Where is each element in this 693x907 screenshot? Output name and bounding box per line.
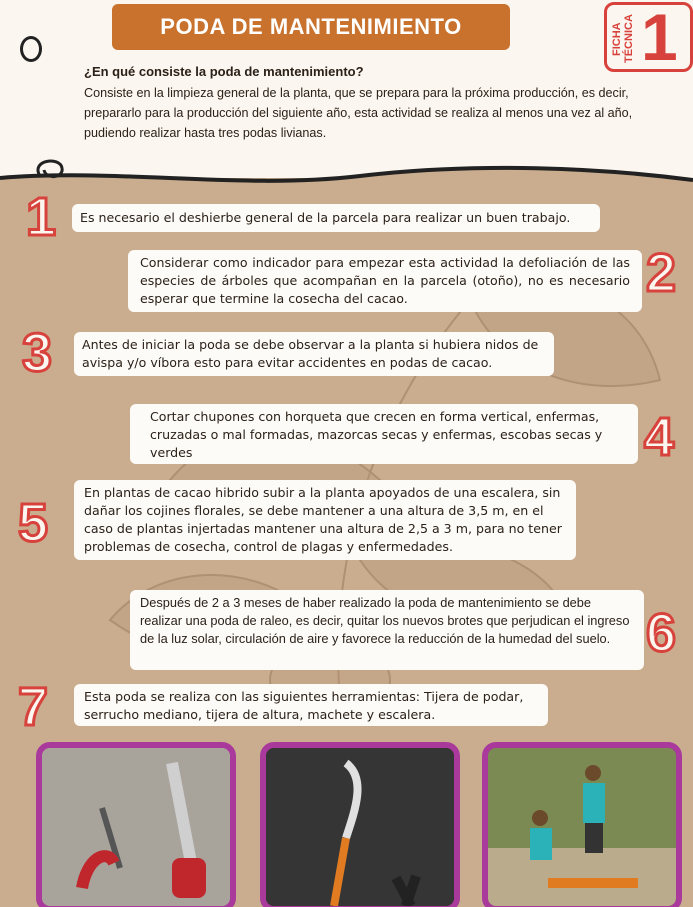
ficha-number: 1 <box>641 0 678 74</box>
ficha-tecnica-badge <box>604 2 693 72</box>
photo-pole-saw <box>260 742 460 907</box>
ficha-label: FICHA TÉCNICA <box>611 14 635 64</box>
step-number-5: 5 <box>18 493 49 553</box>
step-number-1: 1 <box>26 187 57 247</box>
step-text-3: Antes de iniciar la poda se debe observar a la planta si hubiera nidos de avispa y/o víbora esto para evitar accidentes en podas de cacao. <box>74 332 554 376</box>
step-text-2: Considerar como indicador para empezar esta actividad la defoliación de las especies de árboles que acompañan en la parcela (otoño), no es necesario esperar que termine la cosecha del cacao. <box>128 250 642 312</box>
step-number-4: 4 <box>644 407 675 467</box>
step-text-5: En plantas de cacao hibrido subir a la planta apoyados de una escalera, sin dañar los cojines florales, se debe mantener a una altura de 3,5 m, en el caso de plantas injertadas mantener una altura de 2,5 a 3 m, para no tener problemas de cosecha, control de plagas y enfermedades. <box>74 480 576 560</box>
photo-pruning-tools <box>36 742 236 907</box>
step-text-7: Esta poda se realiza con las siguientes herramientas: Tijera de podar, serrucho mediano, tijera de altura, machete y escalera. <box>74 684 548 726</box>
step-number-6: 6 <box>646 603 677 663</box>
step-number-2: 2 <box>646 243 677 303</box>
intro-answer: Consiste en la limpieza general de la planta, que se prepara para la próxima producción, es decir, prepararlo para la producción del siguiente año, esta actividad se realiza al menos una vez al año, pudiendo realizar hasta tres podas livianas. <box>84 86 633 140</box>
step-number-3: 3 <box>22 323 53 383</box>
step-text-1: Es necesario el deshierbe general de la parcela para realizar un buen trabajo. <box>72 204 600 232</box>
binder-hole-icon <box>20 36 42 62</box>
step-number-7: 7 <box>18 677 49 737</box>
step-text-6: Después de 2 a 3 meses de haber realizado la poda de mantenimiento se debe realizar una poda de raleo, es decir, quitar los nuevos brotes que perjudican el ingreso de la luz solar, circulación de aire y favorece la reducción de la humedad del suelo. <box>130 590 644 670</box>
photo-farmers-with-ladder <box>482 742 682 907</box>
intro-question: ¿En qué consiste la poda de mantenimiento? <box>84 64 364 79</box>
page-title: PODA DE MANTENIMIENTO <box>112 4 510 50</box>
step-text-4: Cortar chupones con horqueta que crecen en forma vertical, enfermas, cruzadas o mal formadas, mazorcas secas y enfermas, escobas secas y verdes <box>130 404 638 464</box>
